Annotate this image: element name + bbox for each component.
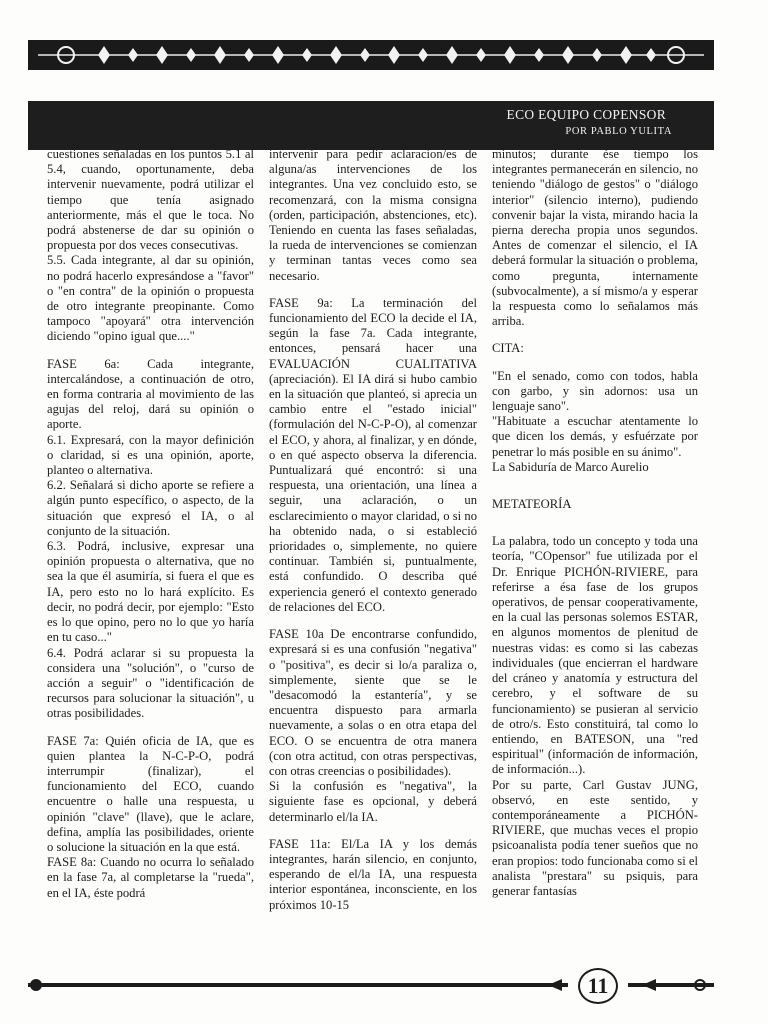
- paragraph: Por su parte, Carl Gustav JUNG, observó, en este sentido, y contemporáneamente a PICHÓN-RIVIERE, que muchas veces el propio psicoanalista podía tener sueños que no eran propios: todo funcionaba como si el analista "prestara" su psiquis, para generar fantasías: [492, 777, 698, 898]
- quote-attribution: La Sabiduría de Marco Aurelio: [492, 459, 649, 474]
- article-author: POR PABLO YULITA: [565, 126, 672, 137]
- quote: "En el senado, como con todos, habla con garbo, y sin adornos: usa un lenguaje sano".: [492, 368, 698, 414]
- paragraph: FASE 8a: Cuando no ocurra lo señalado en la fase 7a, al completarse la "rueda", en el IA, éste podrá: [47, 855, 254, 900]
- section-label-cita: CITA:: [492, 341, 524, 356]
- paragraph: FASE 7a: Quién oficia de IA, que es quien plantea la N-C-P-O, podrá interrumpir (finalizar), el funcionamiento del ECO, cuando encuentre o halle una respuesta, u opinión "clave" (llave), que le aclare, defina, amplía las posibilidades, oriente o solucione la situación en la que está.: [47, 733, 254, 854]
- paragraph: FASE 10a De encontrarse confundido, expresará si es una confusión "negativa" o "positiva", es decir si lo/a paraliza o, simplemente, siente que se le "desacomodó la estantería", y se encuentra dispuesto para armarla nuevamente, a solas o en otra etapa del ECO. O se encuentra de otra manera (con otra actitud, con otras perspectivas, con otras creencias o posibilidades).: [269, 627, 477, 778]
- paragraph: 6.4. Podrá aclarar si su propuesta la considera una "solución", o "curso de acción a seguir" o "identificación de recursos para solucionar la situación", u otras posibilidades.: [47, 645, 254, 721]
- paragraph: FASE 11a: El/La IA y los demás integrantes, harán silencio, en conjunto, esperando de el/la IA, una respuesta interior espontánea, inconsciente, en los próximos 10-15: [269, 836, 477, 912]
- paragraph: 5.5. Cada integrante, al dar su opinión, no podrá hacerlo expresándose a "favor" o "en contra" de la opinión o propuesta de otro integrante preopinante. Como tampoco "apoyará" otra intervención diciendo "opino igual que....": [47, 253, 254, 344]
- paragraph: cuestiones señaladas en los puntos 5.1 al 5.4, cuando, oportunamente, deba intervenir nuevamente, podrá utilizar el tiempo que tenía asignado anteriormente, más el que le toca. No podrá abstenerse de dar su opinión o propuesta por dos veces consecutivas.: [47, 147, 254, 253]
- paragraph: intervenir para pedir aclaracion/es de alguna/as intervenciones de los integrantes. Una vez concluido esto, se recomenzará, con la misma consigna (orden, participación, abstenciones, etc). Teniendo en cuenta las fases señaladas, la rueda de intervenciones se comienzan y terminan tantas veces como sea necesario.: [269, 147, 477, 283]
- paragraph: 6.2. Señalará si dicho aporte se refiere a algún punto específico, o aspecto, de la situación que expresó el IA, o al conjunto de la situación.: [47, 478, 254, 538]
- paragraph: Si la confusión es "negativa", la siguiente fase es opcional, y deberá determinarlo el/la IA.: [269, 779, 477, 824]
- paragraph: La palabra, todo un concepto y toda una teoría, "COpensor" fue utilizada por el Dr. Enrique PICHÓN-RIVIERE, para referirse a ésa fase de los grupos operativos, de pensar cooperativamente, en la cual las personas solemos ESTAR, en algunos momentos de plenitud de nuestras vidas: es como si las cabezas individuales (que encierran el hardware del cráneo y anatomía y estructura del cerebro, y el software de su funcionamiento) se pusieran al servicio de otro/s. Esto constituirá, tal como lo entiendo, en BATESON, una "red espiritual" (información de información, de información...).: [492, 534, 698, 777]
- article-header-band: [28, 101, 714, 150]
- text-column-3: [492, 147, 698, 967]
- paragraph: FASE 9a: La terminación del funcionamiento del ECO la decide el IA, según la fase 7a. Cada integrante, entonces, pensará hacer una EVALUACIÓN CUALITATIVA (apreciación). El IA dirá si hubo cambio en la situación que planteó, si aprecia un cambio entre el "estado inicial" (formulación del N-C-P-O), al comenzar el ECO, y ahora, al finalizar, y en dónde, o en qué aspecto observa la diferencia. Puntualizará qué encontró: si una respuesta, una orientación, una línea a seguir, una aclaración, o un esclarecimiento o mayor claridad, o si no ha obtenido nada, o si estableció prioridades o, simplemente, no quiere continuar. También si, puntualmente, está confundido. O describa qué experiencia generó el contexto generado de relaciones del ECO.: [269, 295, 477, 614]
- text-column-1: [47, 147, 254, 967]
- ornament-pattern-icon: [28, 40, 714, 70]
- text-column-2: [269, 147, 477, 967]
- page-number: 11: [578, 968, 618, 1004]
- section-heading-metateoria: METATEORÍA: [492, 497, 572, 512]
- paragraph: FASE 6a: Cada integrante, intercalándose, a continuación de otro, en forma contraria al movimiento de las agujas del reloj, dará su opinión o aporte.: [47, 356, 254, 432]
- paragraph: 6.3. Podrá, inclusive, expresar una opinión propuesta o alternativa, que no sea la que él asumiría, si fuera el que es IA, pero esto no lo hará explícito. Es decir, no podrá decir, por ejemplo: "Esto es lo que opino, pero no lo que yo haría en tu caso...": [47, 539, 254, 645]
- paragraph: 6.1. Expresará, con la mayor definición o claridad, si es una opinión, aporte, planteo o alternativa.: [47, 432, 254, 478]
- article-title: ECO EQUIPO COPENSOR: [506, 107, 666, 122]
- quote: "Habituate a escuchar atentamente lo que dicen los demás, y esfuérzate por penetrar lo más posible en su ánimo".: [492, 414, 698, 459]
- paragraph: minutos; durante ése tiempo los integrantes permanecerán en silencio, no teniendo "diálogo de gestos" o "diálogo interior" (silencio interno), pudiendo convenir bajar la vista, mirando hacia la pierna derecha propia unos segundos. Antes de comenzar el silencio, el IA deberá formular la situación o problema, como pregunta, internamente (subvocalmente), a sí mismo/a y esperar la respuesta como lo señalamos más arriba.: [492, 147, 698, 329]
- top-ornament-banner: [28, 40, 714, 70]
